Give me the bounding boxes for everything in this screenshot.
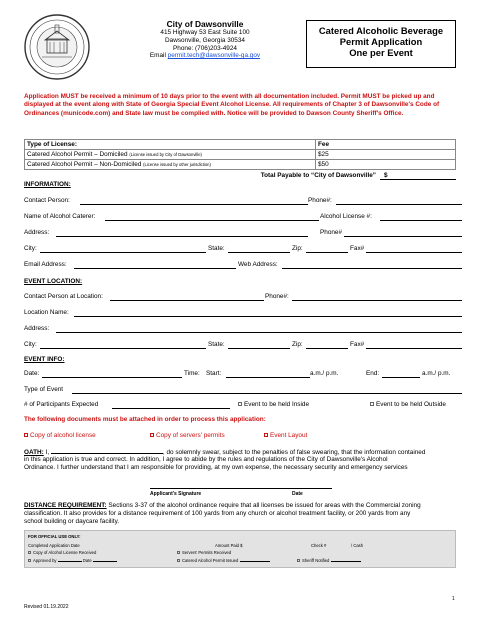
end-time-field[interactable] (382, 377, 420, 378)
copy-license-checkbox[interactable] (28, 551, 31, 554)
start-ampm-label: a.m./ p.m. (310, 370, 339, 377)
distance-line1 (24, 502, 464, 510)
fax-field[interactable] (366, 252, 462, 253)
type-of-license-header: Type of License: (25, 140, 316, 150)
address-field[interactable] (56, 236, 308, 237)
table-row (25, 160, 456, 170)
contact-person-label: Contact Person: (24, 197, 70, 204)
location-state-label: State: (208, 341, 225, 348)
approved-by-field[interactable] (58, 558, 82, 562)
city-header (120, 19, 290, 60)
zip-label: Zip: (292, 245, 303, 252)
doc-option-servers[interactable] (150, 432, 225, 440)
inside-option[interactable] (238, 401, 309, 409)
state-field[interactable] (228, 252, 290, 253)
location-contact-field[interactable] (110, 300, 264, 301)
address-label: Address: (24, 229, 50, 236)
event-type-label: Type of Event (24, 386, 64, 393)
total-payable-label: Total Payable to “City of Dawsonville” (260, 172, 376, 179)
sheriff-label: Sheriff Notified (302, 558, 330, 563)
location-state-field[interactable] (228, 348, 290, 349)
inside-checkbox[interactable] (238, 402, 242, 406)
copy-license-option[interactable] (28, 550, 96, 555)
signature-date-label: Date (292, 491, 303, 497)
event-time-label: Time: (184, 370, 200, 377)
distance-text1: Sections 3-37 of the alcohol ordinance require that all licenses be issued for areas with the Commercial zoning (106, 502, 421, 509)
outside-label: Event to be held Outside (376, 401, 446, 408)
license-name: Catered Alcohol Permit – Domiciled (27, 151, 128, 158)
inside-label: Event to be held Inside (244, 401, 310, 408)
location-name-field[interactable] (74, 316, 462, 317)
approved-date-label: Date (82, 558, 92, 563)
signature-line[interactable] (150, 488, 332, 489)
sheriff-field[interactable] (331, 558, 361, 562)
doc-option-layout[interactable] (264, 432, 307, 440)
event-info-heading: EVENT INFO: (24, 356, 65, 363)
servers-permits-label: Servers' Permits Received (182, 550, 232, 555)
email-address-field[interactable] (74, 268, 236, 269)
city-address-line2: Dawsonville, Georgia 30534 (165, 36, 245, 44)
phone2-field[interactable] (344, 236, 462, 237)
location-name-label: Location Name: (24, 309, 69, 316)
doc-servers-label: Copy of servers' permits (156, 432, 225, 439)
license-fee: $25 (316, 150, 456, 160)
check-label: Check # (311, 543, 327, 548)
doc-layout-label: Event Layout (270, 432, 308, 439)
city-address-line1: 415 Highway 53 East Suite 100 (160, 29, 250, 36)
approved-checkbox[interactable] (28, 559, 31, 562)
zip-field[interactable] (306, 252, 348, 253)
form-title-line2: Permit Application (339, 36, 423, 47)
event-date-field[interactable] (42, 377, 182, 378)
oath-text1: , do solemnly swear, subject to the penalties of false swearing, that the information contained (162, 449, 426, 456)
location-zip-field[interactable] (306, 348, 348, 349)
event-location-heading: EVENT LOCATION: (24, 278, 83, 285)
official-heading: FOR OFFICIAL USE ONLY: (28, 534, 81, 539)
location-fax-label: Fax# (350, 341, 365, 348)
caterer-name-label: Name of Alcohol Caterer: (24, 213, 96, 220)
location-city-label: City: (24, 341, 37, 348)
license-note: (License issued by other jurisdiction) (143, 162, 211, 167)
form-title-line3: One per Event (349, 47, 413, 58)
outside-option[interactable] (370, 401, 446, 409)
servers-permits-option[interactable] (177, 550, 231, 555)
location-city-field[interactable] (40, 348, 206, 349)
phone2-label: Phone# (320, 229, 343, 236)
distance-line2: classification. It also provides for a distance requirement of 100 yards from any church or alcohol treatment facility, or 200 yards from any (24, 510, 411, 517)
doc-option-license[interactable] (24, 432, 96, 440)
oath-line2: in this application is true and correct. In addition, I agree to abide by the rules and regulations of the City of Dawsonville's Alcohol (24, 456, 388, 463)
license-name: Catered Alcohol Permit – Non-Domiciled (27, 161, 142, 168)
approved-option[interactable] (28, 558, 117, 563)
web-address-label: Web Address: (238, 261, 278, 268)
participants-field[interactable] (112, 408, 230, 409)
city-label: City: (24, 245, 37, 252)
servers-permits-checkbox[interactable] (177, 551, 180, 554)
doc-license-checkbox[interactable] (24, 433, 28, 437)
page-number: 1 (452, 596, 455, 602)
fee-table-header (25, 140, 456, 150)
license-fee: $50 (316, 160, 456, 170)
license-note: (License issued by City of Dawsonville) (129, 152, 202, 157)
official-use-box (24, 530, 456, 568)
city-seal-logo (22, 13, 92, 81)
state-label: State: (208, 245, 225, 252)
oath-line3: Ordinance. I further understand that I am responsible for providing, at my own expense, the necessary security and emergency services (24, 464, 408, 471)
fee-header: Fee (316, 140, 456, 150)
table-row (25, 150, 456, 160)
phone-field[interactable] (336, 204, 462, 205)
form-title-box (306, 20, 456, 68)
permit-issued-label: Catered Alcohol Permit Issued (182, 558, 239, 563)
email-address-label: Email Address: (24, 261, 67, 268)
distance-label: DISTANCE REQUIREMENT: (24, 502, 107, 509)
location-phone-field[interactable] (292, 300, 462, 301)
completed-date-label: Completed Application Date (28, 543, 80, 548)
submission-notice: Application MUST be received a minimum of 10 days prior to the event with all documentation included. Permit MUST be picked up and displayed at the event along with State of Georgia Special Event Alcohol License. All requirements of Chapter 3 of Dawsonville's Code of Ordinances (municode.com) and State law must be complied with. Notice will be provided to Dawson County Sheriff's Office. (24, 93, 440, 117)
permit-issued-option[interactable] (177, 558, 270, 563)
amount-paid-label: Amount Paid $ (215, 543, 243, 548)
start-time-field[interactable] (226, 377, 310, 378)
information-heading: INFORMATION: (24, 181, 71, 188)
cash-label: / Cash (351, 543, 364, 548)
city-phone: Phone: (706)203-4924 (173, 44, 237, 52)
event-date-label: Date: (24, 370, 40, 377)
email-label: Email (149, 52, 166, 60)
distance-line3: school building or daycare facility. (24, 518, 120, 525)
oath-label: OATH: (24, 449, 44, 456)
form-title-line1: Catered Alcoholic Beverage (318, 25, 444, 36)
location-contact-label: Contact Person at Location: (24, 293, 103, 300)
email-link[interactable]: permit.tech@dawsonville-ga.gov (167, 52, 261, 60)
city-field[interactable] (40, 252, 206, 253)
approved-date-field[interactable] (93, 558, 117, 562)
sheriff-option[interactable] (297, 558, 361, 563)
license-fee-table (24, 139, 456, 170)
location-phone-label: Phone#: (265, 293, 289, 300)
outside-checkbox[interactable] (370, 402, 374, 406)
location-zip-label: Zip: (292, 341, 303, 348)
participants-label: # of Participants Expected (24, 401, 99, 408)
permit-issued-field[interactable] (240, 558, 270, 562)
revised-date: Revised 01.19.2022 (24, 604, 69, 610)
end-ampm-label: a.m./ p.m. (422, 370, 451, 377)
event-type-field[interactable] (72, 393, 462, 394)
doc-license-label: Copy of alcohol license (30, 432, 96, 439)
total-payable-value: $ (384, 172, 388, 179)
signature-label: Applicant's Signature (150, 491, 202, 497)
doc-layout-checkbox[interactable] (264, 433, 268, 437)
copy-license-label: Copy of Alcohol License Received (33, 550, 97, 555)
caterer-name-field[interactable] (105, 220, 319, 221)
doc-servers-checkbox[interactable] (150, 433, 154, 437)
location-fax-field[interactable] (366, 348, 462, 349)
contact-person-field[interactable] (80, 204, 308, 205)
web-address-field[interactable] (282, 268, 462, 269)
permit-issued-checkbox[interactable] (177, 559, 180, 562)
fax-label: Fax# (350, 245, 365, 252)
approved-by-label: Approved by (33, 558, 57, 563)
location-address-field[interactable] (56, 332, 462, 333)
documents-heading: The following documents must be attached in order to process this application: (24, 416, 266, 423)
oath-name-field[interactable] (51, 448, 163, 454)
end-label: End: (366, 370, 380, 377)
start-label: Start: (206, 370, 222, 377)
location-address-label: Address: (24, 325, 50, 332)
alcohol-license-label: Alcohol License #: (320, 213, 372, 220)
city-name: City of Dawsonville (166, 19, 244, 29)
phone-label: Phone#: (308, 197, 332, 204)
alcohol-license-field[interactable] (380, 220, 462, 221)
sheriff-checkbox[interactable] (297, 559, 300, 562)
oath-i: I, (45, 449, 50, 456)
